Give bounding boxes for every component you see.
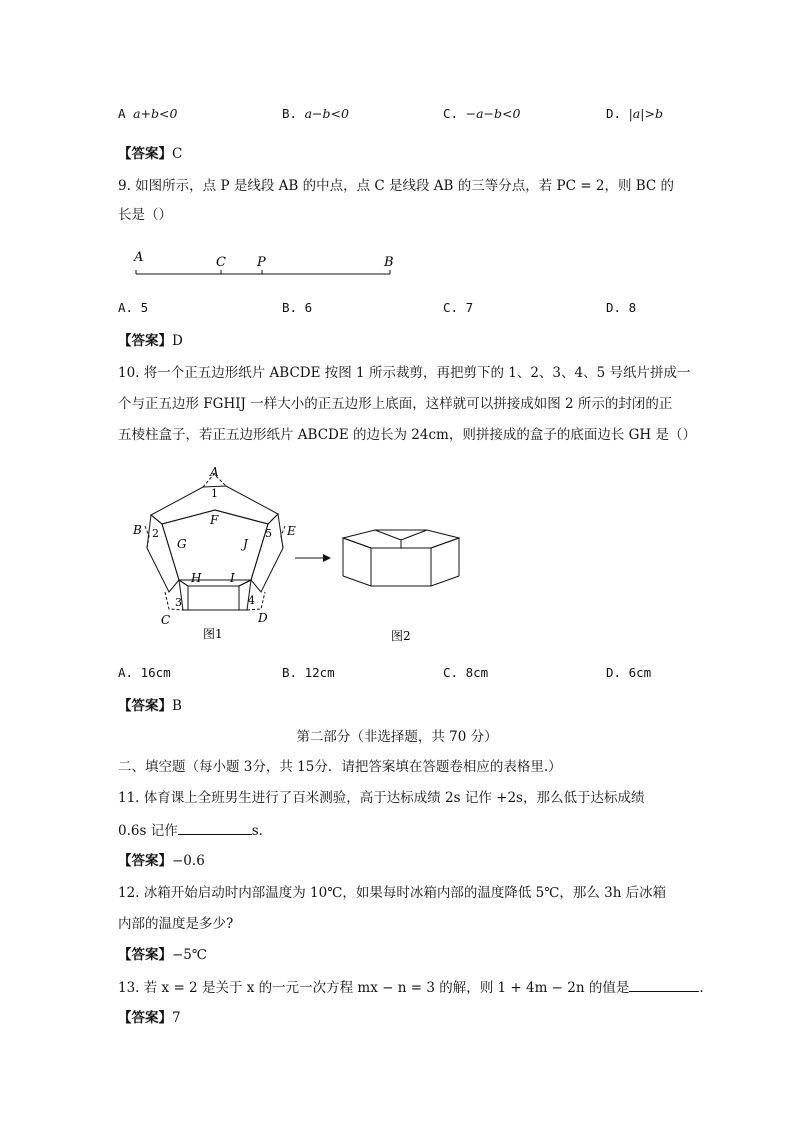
fig1-label-g: G — [177, 537, 187, 551]
q9-segment-figure — [118, 246, 408, 286]
q10-option-d: D. 6cm — [606, 665, 652, 680]
q10-answer: 【答案】B — [118, 698, 182, 714]
q9-option-a: A. 5 — [118, 300, 149, 315]
fig2-prism — [343, 530, 459, 586]
fig1-label-i: I — [230, 571, 235, 585]
piece-1: 1 — [211, 487, 218, 500]
q9-option-d: D. 8 — [606, 300, 637, 315]
piece-3: 3 — [175, 596, 182, 609]
q10-stem-line3: 五棱柱盒子，若正五边形纸片 ABCDE 的边长为 24cm，则拼接成的盒子的底面边长 GH 是（） — [118, 427, 696, 443]
q13-stem-line1: 13. 若 x = 2 是关于 x 的一元一次方程 mx − n = 3 的解，则 1 + 4m − 2n 的值是 . — [118, 977, 704, 998]
fig1-caption: 图1 — [203, 627, 223, 641]
cut-i — [239, 580, 251, 586]
q10-stem-line2: 个与正五边形 FGHIJ 一样大小的正五边形上底面，这样就可以拼接成如图 2 所示的封闭的正 — [118, 396, 673, 412]
top-seam-4 — [343, 538, 371, 548]
fig1-label-c: C — [161, 613, 171, 627]
part2-title: 第二部分（非选择题，共 70 分） — [296, 729, 498, 745]
q11-stem-line1: 11. 体育课上全班男生进行了百米测验，高于达标成绩 2s 记作 +2s，那么低于达标成绩 — [118, 790, 645, 806]
strip-bottom — [179, 580, 251, 610]
fig1-label-d: D — [258, 611, 268, 625]
q13-blank — [629, 977, 699, 992]
fig1-label-a: A — [210, 465, 219, 479]
q10-figures — [125, 462, 475, 652]
q9-option-c: C. 7 — [443, 300, 474, 315]
q11-answer: 【答案】−0.6 — [118, 853, 205, 869]
bottom-rect — [188, 586, 239, 610]
q8-answer: 【答案】C — [118, 146, 183, 162]
q12-answer: 【答案】−5℃ — [118, 947, 208, 963]
piece-2: 2 — [152, 527, 159, 540]
fig1-label-b: B — [133, 523, 142, 537]
label-b: B — [384, 255, 394, 270]
q9-stem-line1: 9. 如图所示，点 P 是线段 AB 的中点，点 C 是线段 AB 的三等分点，若 PC = 2，则 BC 的 — [118, 178, 675, 194]
cut-h — [179, 580, 188, 586]
piece-4: 4 — [248, 594, 255, 607]
q11-blank — [178, 820, 252, 835]
label-c: C — [216, 255, 226, 270]
q12-stem-line2: 内部的温度是多少? — [118, 916, 234, 932]
fig1-label-f: F — [210, 513, 219, 527]
prism-bottom — [343, 576, 459, 586]
q12-stem-line1: 12. 冰箱开始启动时内部温度为 10℃，如果每时冰箱内部的温度降低 5℃，那么 3h 后冰箱 — [118, 885, 667, 901]
q8-option-b: B. a−b<0 — [282, 106, 349, 121]
q10-option-a: A. 16cm — [118, 665, 171, 680]
q13-answer: 【答案】7 — [118, 1010, 181, 1026]
q9-option-b: B. 6 — [282, 300, 313, 315]
fig2-caption: 图2 — [391, 629, 411, 643]
top-seam-5 — [431, 538, 459, 548]
q10-option-b: B. 12cm — [282, 665, 335, 680]
q10-option-c: C. 8cm — [443, 665, 489, 680]
label-p: P — [257, 255, 266, 270]
fig1-label-e: E — [287, 524, 296, 538]
transform-arrow — [295, 554, 331, 562]
q11-stem-line2: 0.6s 记作 s. — [118, 820, 263, 841]
q9-stem-line2: 长是（） — [118, 207, 172, 223]
q8-option-a: A a+b<0 — [118, 106, 178, 121]
section2-heading: 二、填空题（每小题 3分，共 15分．请把答案填在答题卷相应的表格里.） — [118, 759, 562, 775]
fig1-label-h: H — [191, 571, 202, 585]
piece-5: 5 — [265, 527, 272, 540]
q9-answer: 【答案】D — [118, 333, 183, 349]
q10-stem-line1: 10. 将一个正五边形纸片 ABCDE 按图 1 所示裁剪，再把剪下的 1、2、3、4、5 号纸片拼成一 — [118, 365, 691, 381]
top-seam-1 — [375, 530, 401, 540]
top-seam-2 — [401, 530, 427, 540]
label-a: A — [134, 250, 144, 265]
q8-option-c: C. −a−b<0 — [443, 106, 521, 121]
fig1-label-j: J — [243, 537, 248, 551]
q8-option-d: D. |a|>b — [606, 106, 663, 121]
